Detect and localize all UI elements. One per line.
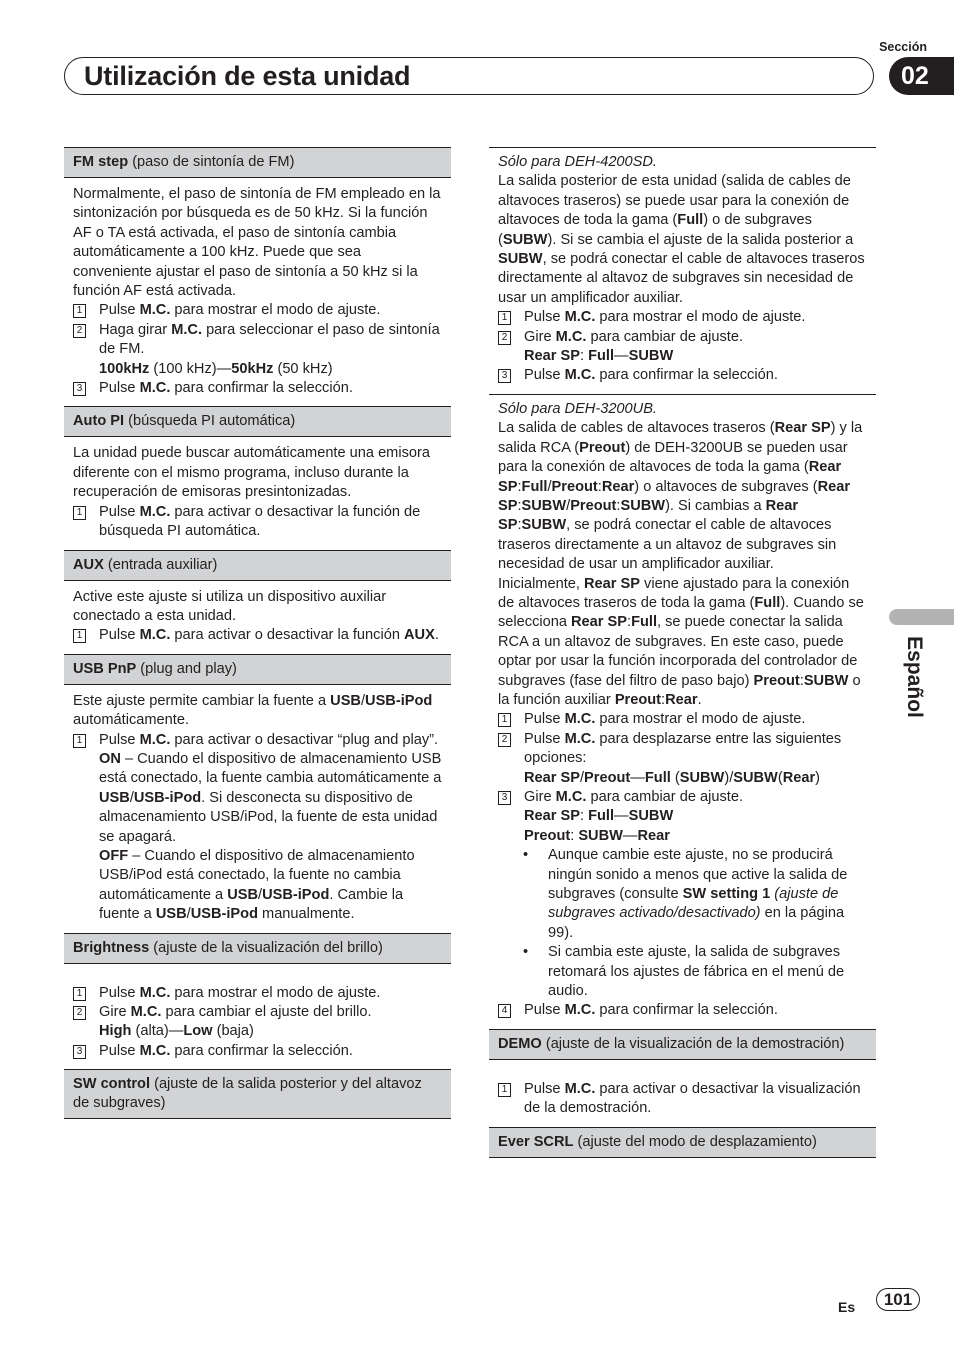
page-number-badge: 101 (876, 1288, 920, 1311)
step-item: 1 Pulse M.C. para activar o desactivar “plug and play”. ON – Cuando el dispositivo de almacenamiento USB está conectado, la fuente cambia automáticamente a USB/USB-iPod. Si desconecta su dispositivo de almacenamiento USB/iPod, la fuente de esta unidad se apagará. OFF – Cuando el dispositivo de almacenamiento USB/iPod está conectado, la fuente no cambia automáticamente a USB/USB-iPod. Cambie la fuente a USB/USB-iPod manualmente. (73, 731, 442, 925)
step-item: 1 Pulse M.C. para activar o desactivar la función de búsqueda PI automática. (73, 503, 442, 542)
demo-heading: DEMO (ajuste de la visualización de la demostración) (489, 1029, 876, 1060)
step-item: 3 Pulse M.C. para confirmar la selección. (73, 1042, 442, 1061)
usb-pnp-intro: Este ajuste permite cambiar la fuente a USB/USB-iPod automáticamente. (73, 692, 433, 729)
usb-pnp-heading: USB PnP (plug and play) (64, 654, 451, 685)
step-item: 4 Pulse M.C. para confirmar la selección. (498, 1001, 867, 1020)
deh3200-body (489, 395, 876, 1029)
step-item: 2 Gire M.C. para cambiar el ajuste del brillo. High (alta)—Low (baja) (73, 1003, 442, 1042)
deh4200-paragraph: La salida posterior de esta unidad (salida de cables de altavoces traseros) se puede usar para la conexión de altavoces de toda la gama (Full) o de subgraves (SUBW). Si se cambia el ajuste de la salida posterior a SUBW, se podrá conectar el cable de altavoces traseros directamente al altavoz de subgraves sin necesidad de usar un amplificador auxiliar. (498, 173, 865, 306)
step-item: 1 Pulse M.C. para mostrar el modo de ajuste. (73, 984, 442, 1003)
step-item: 1 Pulse M.C. para activar o desactivar la función AUX. (73, 626, 442, 645)
section-number-badge: 02 (889, 57, 954, 95)
step-item: 2 Haga girar M.C. para seleccionar el paso de sintonía de FM. 100kHz (100 kHz)—50kHz (50 kHz) (73, 321, 442, 379)
section-label: Sección (879, 40, 927, 54)
step-number: 2 (73, 1006, 86, 1020)
deh3200-paragraph-2: Inicialmente, Rear SP viene ajustado para la conexión de altavoces traseros de toda la gama (Full). Cuando se selecciona Rear SP:Full, se puede conectar la salida RCA a un altavoz de subgraves. En este caso, puede optar por usar la función incorporada del controlador de subgraves (fase del filtro de paso bajo) Preout:SUBW o la función auxiliar Preout:Rear. (498, 575, 864, 708)
aux-intro: Active este ajuste si utiliza un dispositivo auxiliar conectado a esta unidad. (73, 588, 387, 624)
step-number: 1 (498, 713, 511, 727)
brightness-body (64, 964, 451, 1070)
step-item: 3 Pulse M.C. para confirmar la selección. (73, 379, 442, 398)
step-number: 3 (498, 369, 511, 383)
aux-body (64, 581, 451, 654)
aux-heading: AUX (entrada auxiliar) (64, 550, 451, 581)
step-number: 4 (498, 1004, 511, 1018)
model-note: Sólo para DEH-3200UB. (498, 400, 657, 417)
language-label: Español (903, 636, 926, 718)
step-number: 1 (73, 506, 86, 520)
bullet-dot-icon: • (523, 944, 529, 961)
auto-pi-body (64, 437, 451, 549)
step-item: 3 Pulse M.C. para confirmar la selección. (498, 366, 867, 385)
brightness-heading: Brightness (ajuste de la visualización del brillo) (64, 933, 451, 964)
step-number: 1 (73, 987, 86, 1001)
auto-pi-heading: Auto PI (búsqueda PI automática) (64, 406, 451, 437)
step-item: 2 Pulse M.C. para desplazarse entre las siguientes opciones: Rear SP/Preout—Full (SUBW)/SUBW(Rear) (498, 730, 867, 788)
step-item: 1 Pulse M.C. para activar o desactivar la visualización de la demostración. (498, 1080, 867, 1119)
page-title: Utilización de esta unidad (84, 61, 411, 91)
deh4200-body (489, 148, 876, 394)
sw-control-heading: SW control (ajuste de la salida posterior y del altavoz de subgraves) (64, 1069, 451, 1119)
demo-body (489, 1060, 876, 1127)
fm-step-body (64, 178, 451, 406)
step-number: 3 (498, 791, 511, 805)
ever-scrl-heading: Ever SCRL (ajuste del modo de desplazamiento) (489, 1127, 876, 1158)
step-number: 3 (73, 1045, 86, 1059)
step-number: 3 (73, 382, 86, 396)
bullet-item: • Si cambia este ajuste, la salida de subgraves retomará los ajustes de fábrica en el menú de audio. (498, 943, 867, 1001)
fm-step-heading: FM step (paso de sintonía de FM) (64, 147, 451, 178)
step-item: 2 Gire M.C. para cambiar de ajuste. Rear SP: Full—SUBW (498, 328, 867, 367)
bullet-dot-icon: • (523, 847, 529, 864)
step-number: 2 (73, 324, 86, 338)
step-item: 3 Gire M.C. para cambiar de ajuste. Rear SP: Full—SUBW Preout: SUBW—Rear (498, 788, 867, 846)
step-number: 2 (498, 331, 511, 345)
left-column (64, 147, 451, 1119)
step-number: 2 (498, 733, 511, 747)
bullet-item: • Aunque cambie este ajuste, no se producirá ningún sonido a menos que active la salida de subgraves (consulte SW setting 1 (ajuste de subgraves activado/desactivado) en la página 99). (498, 846, 867, 943)
step-number: 1 (73, 734, 86, 748)
step-item: 1 Pulse M.C. para mostrar el modo de ajuste. (498, 710, 867, 729)
usb-pnp-body (64, 685, 451, 933)
step-item: 1 Pulse M.C. para mostrar el modo de ajuste. (498, 308, 867, 327)
model-note: Sólo para DEH-4200SD. (498, 154, 657, 170)
step-number: 1 (498, 1083, 511, 1097)
auto-pi-intro: La unidad puede buscar automáticamente una emisora diferente con el mismo programa, incluso durante la recuperación de emisoras presintonizadas. (73, 445, 430, 501)
step-number: 1 (73, 304, 86, 318)
step-item: 1 Pulse M.C. para mostrar el modo de ajuste. (73, 301, 442, 320)
footer-language-code: Es (838, 1299, 856, 1315)
fm-step-intro: Normalmente, el paso de sintonía de FM empleado en la sintonización por búsqueda es de 50 kHz. Si la función AF o TA está activada, el paso de sintonía cambia automáticamente a 100 kHz. Puede que sea conveniente ajustar el paso de sintonía a 50 kHz si la función AF está activada. (73, 186, 441, 300)
step-number: 1 (498, 311, 511, 325)
step-number: 1 (73, 629, 86, 643)
deh3200-paragraph: La salida de cables de altavoces traseros (Rear SP) y la salida RCA (Preout) de DEH-3200UB se pueden usar para la conexión de altavoces de toda la gama (Rear SP:Full/Preout:Rear) o altavoces de subgraves (Rear SP:SUBW/Preout:SUBW). Si cambias a Rear SP:SUBW, se podrá conectar el cable de altavoces traseros directamente a un altavoz de subgraves sin necesidad de usar un amplificador auxiliar. (498, 420, 863, 573)
right-column (489, 147, 876, 1158)
